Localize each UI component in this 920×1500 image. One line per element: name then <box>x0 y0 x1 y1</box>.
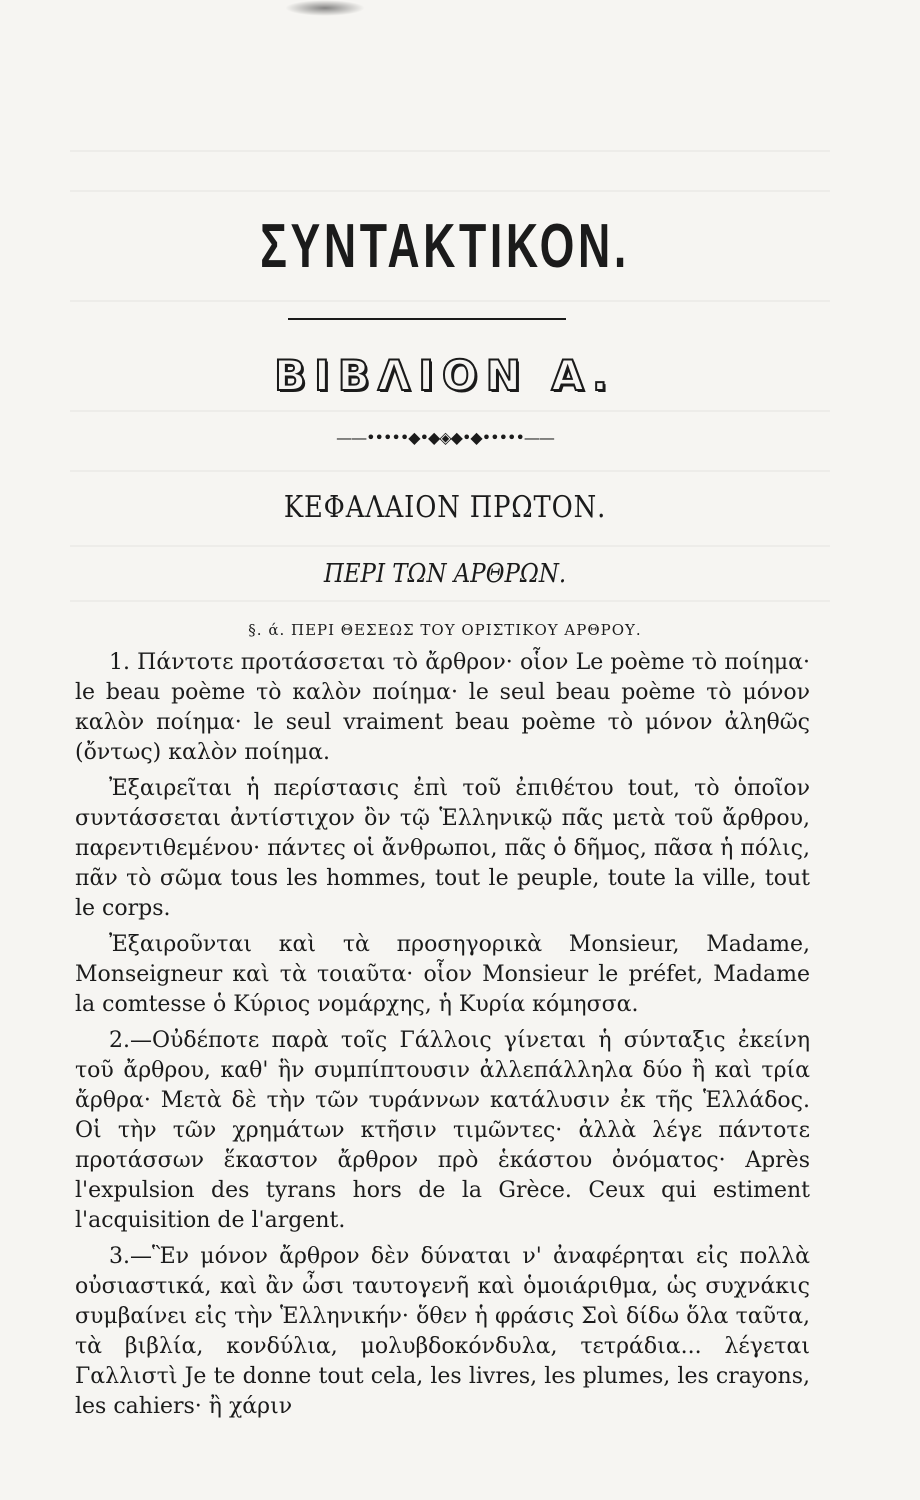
bleed-line <box>70 600 830 602</box>
ornament-divider: ——•••••◆•◆◈◆•◆•••••—— <box>336 428 554 447</box>
paragraph: Ἐξαιροῦνται καὶ τὰ προσηγορικὰ Monsieur, Madame, Monseigneur καὶ τὰ τοιαῦτα· οἷον Monsieur le préfet, Madame la comtesse ὁ Κύριος νομάρχης, ἡ Κυρία κόμησσα. <box>75 932 810 1017</box>
chapter-heading: ΚΕΦΑΛΑΙΟΝ ΠΡΩΤΟΝ. <box>283 490 607 525</box>
bleed-line <box>70 410 830 412</box>
section-heading: §. ά. ΠΕΡΙ ΘΕΣΕΩΣ ΤΟΥ ΟΡΙΣΤΙΚΟΥ ΑΡΘΡΟΥ. <box>248 621 642 639</box>
paragraph: 2.—Οὐδέποτε παρὰ τοῖς Γάλλοις γίνεται ἡ σύνταξις ἐκείνη τοῦ ἄρθρου, καθ' ἣν συμπίπτουσιν ἀλλεπάλληλα δύο ἢ καὶ τρία ἄρθρα· Μετὰ δὲ τὴν τῶν τυράννων κατάλυσιν ἐκ τῆς Ἑλλάδος. Οἱ τὴν τῶν χρημάτων κτῆσιν τιμῶντες· ἀλλὰ λέγε πάντοτε προτάσσων ἕκαστον ἄρθρον πρὸ ἑκάστου ὀνόματος· Après l'expulsion des tyrans hors de la Grèce. Ceux qui estiment l'acquisition de l'argent. <box>75 1028 810 1233</box>
bleed-line <box>70 470 830 472</box>
ink-blot <box>285 0 365 16</box>
book-heading: ΒΙΒΛΙΟΝ Α. <box>274 351 616 400</box>
bleed-line <box>70 545 830 547</box>
bleed-line <box>70 300 830 302</box>
paragraph: Ἐξαιρεῖται ἡ περίστασις ἐπὶ τοῦ ἐπιθέτου tout, τὸ ὁποῖον συντάσσεται ἀντίστιχον ὂν τῷ Ἑλληνικῷ πᾶς μετὰ τοῦ ἄρθρου, παρεντιθεμένου· πάντες οἱ ἄνθρωποι, πᾶς ὁ δῆμος, πᾶσα ἡ πόλις, πᾶν τὸ σῶμα tous les hommes, tout le peuple, toute la ville, tout le corps. <box>75 776 810 921</box>
body-text <box>75 648 810 1428</box>
chapter-subtitle: ΠΕΡΙ ΤΩΝ ΑΡΘΡΩΝ. <box>323 559 567 589</box>
paragraph: 1. Πάντοτε προτάσσεται τὸ ἄρθρον· οἷον Le poème τὸ ποίημα· le beau poème τὸ καλὸν ποίημα· le seul beau poème τὸ μόνον καλὸν ποίημα· le seul vraiment beau poème τὸ μόνον ἀληθῶς (ὄντως) καλὸν ποίημα. <box>75 650 810 765</box>
title-underline <box>288 318 566 320</box>
bleed-line <box>70 190 830 192</box>
paragraph: 3.—Ἓν μόνον ἄρθρον δὲν δύναται ν' ἀναφέρηται εἰς πολλὰ οὐσιαστικά, καὶ ἂν ὦσι ταυτογενῆ καὶ ὁμοιάριθμα, ὡς συχνάκις συμβαίνει εἰς τὴν Ἑλληνικήν· ὅθεν ἡ φράσις Σοὶ δίδω ὅλα ταῦτα, τὰ βιβλία, κονδύλια, μολυβδοκόνδυλα, τετράδια... λέγεται Γαλλιστὶ Je te donne tout cela, les livres, les plumes, les crayons, les cahiers· ἢ χάριν <box>75 1244 810 1419</box>
page-title: ΣΥΝΤΑΚΤΙΚΟΝ. <box>260 212 630 281</box>
bleed-line <box>70 150 830 152</box>
